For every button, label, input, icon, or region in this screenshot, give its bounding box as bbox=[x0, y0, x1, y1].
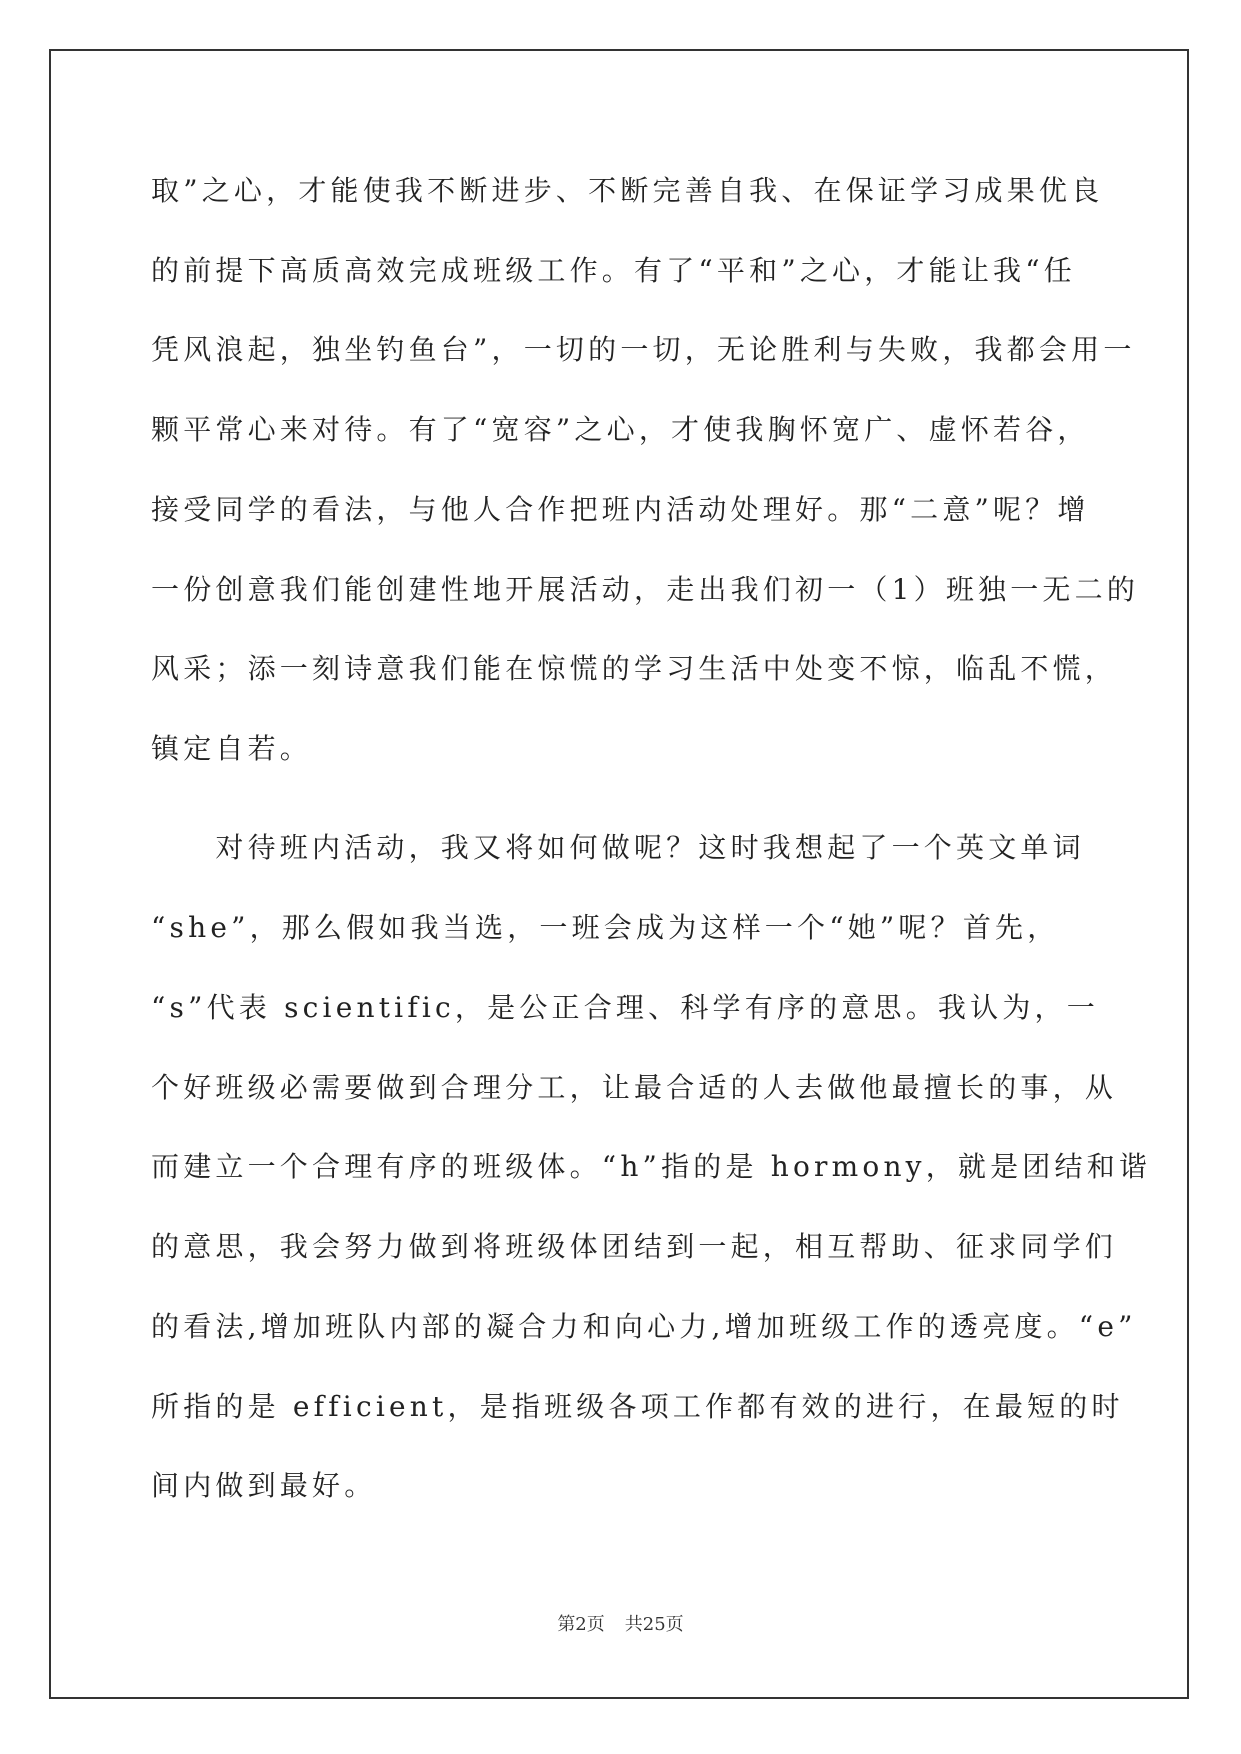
page-total: 共25页 bbox=[624, 1614, 684, 1635]
text-line: 一份创意我们能创建性地开展活动，走出我们初一（1）班独一无二的 bbox=[151, 573, 1140, 606]
text-line: “she”，那么假如我当选，一班会成为这样一个“她”呢？首先， bbox=[151, 911, 1060, 944]
text-line: 取”之心，才能使我不断进步、不断完善自我、在保证学习成果优良 bbox=[151, 174, 1104, 207]
text-line: 的看法,增加班队内部的凝合力和向心力,增加班级工作的透亮度。“e” bbox=[151, 1310, 1137, 1343]
page-border bbox=[49, 49, 1189, 1699]
text-line: 接受同学的看法，与他人合作把班内活动处理好。那“二意”呢？增 bbox=[151, 493, 1090, 526]
text-line: 的前提下高质高效完成班级工作。有了“平和”之心，才能让我“任 bbox=[151, 254, 1076, 287]
text-line: 间内做到最好。 bbox=[151, 1469, 377, 1502]
text-line: 而建立一个合理有序的班级体。“h”指的是 hormony，就是团结和谐 bbox=[151, 1150, 1152, 1183]
text-line: 所指的是 efficient，是指班级各项工作都有效的进行，在最短的时 bbox=[151, 1390, 1124, 1423]
text-line: “s”代表 scientific，是公正合理、科学有序的意思。我认为，一 bbox=[151, 991, 1099, 1024]
text-line: 凭风浪起，独坐钓鱼台”，一切的一切，无论胜利与失败，我都会用一 bbox=[151, 333, 1136, 366]
text-line: 镇定自若。 bbox=[151, 732, 313, 765]
text-line: 颗平常心来对待。有了“宽容”之心，才使我胸怀宽广、虚怀若谷， bbox=[151, 413, 1090, 446]
text-line: 的意思，我会努力做到将班级体团结到一起，相互帮助、征求同学们 bbox=[151, 1230, 1118, 1263]
text-line: 风采；添一刻诗意我们能在惊慌的学习生活中处变不惊，临乱不慌， bbox=[151, 652, 1118, 685]
text-line: 个好班级必需要做到合理分工，让最合适的人去做他最擅长的事，从 bbox=[151, 1071, 1118, 1104]
page-footer bbox=[0, 1613, 1241, 1637]
page-number: 第2页 bbox=[557, 1614, 605, 1635]
text-line: 对待班内活动，我又将如何做呢？这时我想起了一个英文单词 bbox=[151, 831, 1085, 864]
